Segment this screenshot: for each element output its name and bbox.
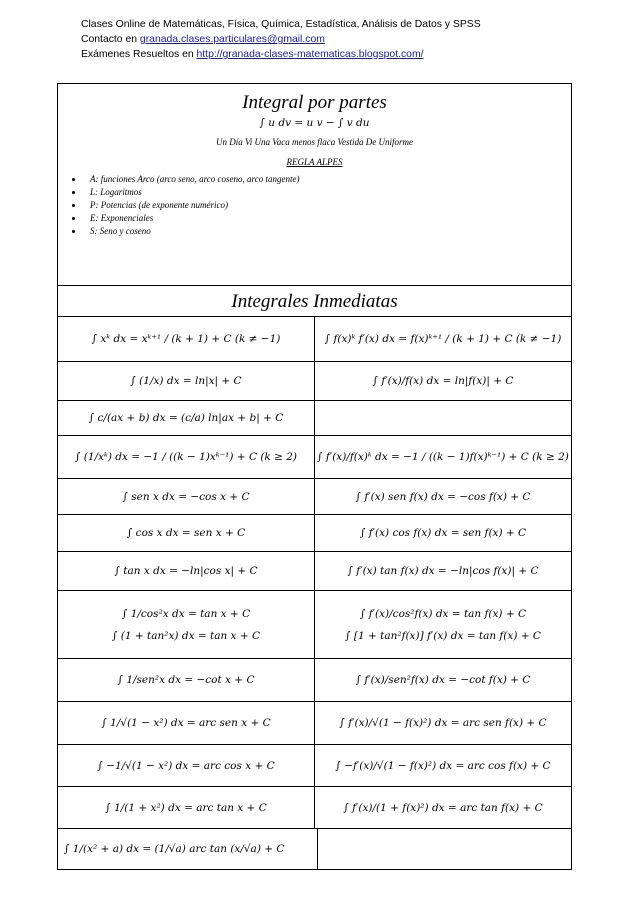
formula-compound: ∫ f′(x)/sen²f(x) dx = −cot f(x) + C <box>314 659 571 701</box>
formula-compound: ∫ f′(x)/√(1 − f(x)²) dx = arc sen f(x) + C <box>314 702 571 744</box>
header-line-1: Clases Online de Matemáticas, Física, Química, Estadística, Análisis de Datos y SPSS <box>81 19 481 30</box>
formula-basic: ∫ (1/x) dx = ln|x| + C <box>130 375 242 387</box>
alpes-list <box>58 173 571 238</box>
formula-basic: ∫ xᵏ dx = xᵏ⁺¹ / (k + 1) + C (k ≠ −1) <box>91 333 281 345</box>
partes-title: Integral por partes <box>242 92 387 113</box>
formula-compound: ∫ f(x)ᵏ f′(x) dx = f(x)ᵏ⁺¹ / (k + 1) + C (k ≠ −1) <box>314 317 571 361</box>
contact-label: Contacto en <box>81 34 140 45</box>
formula-compound: ∫ f′(x) cos f(x) dx = sen f(x) + C <box>314 515 571 551</box>
formula-row <box>58 317 571 362</box>
formula-row <box>58 591 571 659</box>
formula-basic: ∫ 1/sen²x dx = −cot x + C <box>117 674 255 686</box>
formula-row <box>58 401 571 436</box>
alpes-item: • L: Logaritmos <box>84 186 571 199</box>
blog-link[interactable]: http://granada-clases-matematicas.blogspot.com/ <box>196 49 424 60</box>
formula-basic: ∫ 1/(x² + a) dx = (1/√a) arc tan (x/√a) + C <box>64 843 285 855</box>
alpes-item: • A: funciones Arco (arco seno, arco coseno, arco tangente) <box>84 173 571 186</box>
formula-basic: ∫ (1/xᵏ) dx = −1 / ((k − 1)xᵏ⁻¹) + C (k ≥ 2) <box>74 451 298 463</box>
formula-basic: ∫ 1/√(1 − x²) dx = arc sen x + C <box>101 717 271 729</box>
header-line-3 <box>81 47 601 62</box>
formula-compound: ∫ f′(x)/f(x)ᵏ dx = −1 / ((k − 1)f(x)ᵏ⁻¹) + C (k ≥ 2) <box>314 436 571 478</box>
exams-label: Exámenes Resueltos en <box>81 49 197 60</box>
formula-basic: ∫ tan x dx = −ln|cos x| + C <box>114 565 258 577</box>
email-link[interactable]: granada.clases.particulares@gmail.com <box>139 34 325 45</box>
formula-compound <box>314 401 571 435</box>
alpes-item: • E: Exponenciales <box>84 212 571 225</box>
inmediatas-title: Integrales Inmediatas <box>58 286 571 317</box>
formula-compound <box>317 829 571 869</box>
inmediatas-section <box>58 286 571 869</box>
formula-row <box>58 479 571 515</box>
alpes-item: • S: Seno y coseno <box>84 225 571 238</box>
formula-row <box>58 787 571 829</box>
formula-basic: ∫ −1/√(1 − x²) dx = arc cos x + C <box>97 759 275 772</box>
alpes-item: • P: Potencias (de exponente numérico) <box>84 199 571 212</box>
formula-stack <box>112 608 260 642</box>
formula-row <box>58 552 571 591</box>
formula-sheet <box>57 83 572 870</box>
formula-basic: ∫ 1/(1 + x²) dx = arc tan x + C <box>105 801 267 814</box>
page-header <box>81 17 601 62</box>
formula-compound: ∫ f′(x) tan f(x) dx = −ln|cos f(x)| + C <box>314 552 571 590</box>
formula-compound: ∫ f′(x) sen f(x) dx = −cos f(x) + C <box>314 479 571 514</box>
partes-formula: ∫ u dv = u v − ∫ v du <box>259 117 370 129</box>
formula-row <box>58 659 571 702</box>
formula-row <box>58 515 571 552</box>
formula-basic: ∫ 1/cos²x dx = tan x + C <box>121 607 251 620</box>
formula-compound: ∫ f′(x)/f(x) dx = ln|f(x)| + C <box>314 362 571 400</box>
partes-section <box>58 84 571 286</box>
formula-basic: ∫ c/(ax + b) dx = (c/a) ln|ax + b| + C <box>88 412 284 424</box>
formula-row <box>58 745 571 787</box>
formula-compound: ∫ f′(x)/(1 + f(x)²) dx = arc tan f(x) + C <box>314 787 571 828</box>
formula-basic: ∫ (1 + tan²x) dx = tan x + C <box>112 629 260 642</box>
header-line-2 <box>81 32 601 47</box>
mnemonic-text: Un Día Vi Una Vaca menos flaca Vestida De Uniforme <box>215 137 414 147</box>
formula-row <box>58 362 571 401</box>
formula-row <box>58 702 571 745</box>
formula-compound: ∫ −f′(x)/√(1 − f(x)²) dx = arc cos f(x) + C <box>314 745 571 786</box>
formula-stack <box>345 608 541 642</box>
formula-cell <box>58 591 314 658</box>
formula-compound: ∫ f′(x)/cos²f(x) dx = tan f(x) + C <box>359 607 527 620</box>
formula-row <box>58 829 571 869</box>
formula-basic: ∫ cos x dx = sen x + C <box>126 527 246 539</box>
rule-title: REGLA ALPES <box>286 157 343 167</box>
formula-row <box>58 436 571 479</box>
formula-compound: ∫ [1 + tan²f(x)] f′(x) dx = tan f(x) + C <box>345 629 541 642</box>
formula-basic: ∫ sen x dx = −cos x + C <box>122 490 250 503</box>
formula-cell <box>314 591 571 658</box>
